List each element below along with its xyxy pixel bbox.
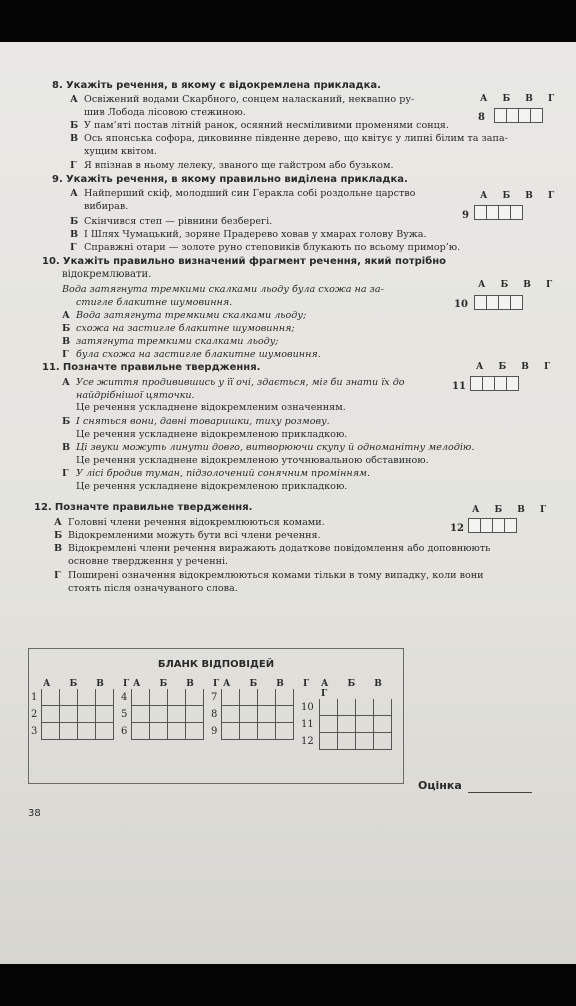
grade-field[interactable] — [468, 792, 532, 793]
option-a: А Найперший скіф, молодший син Геракла собі роздольне царство вибирав. — [70, 188, 416, 212]
option-d: Г Справжні отари — золоте руно степовиків блукають по всьому примор’ю. — [70, 242, 461, 253]
abvg-header: А Б В Г — [223, 679, 318, 689]
answer-box-12[interactable] — [468, 518, 517, 533]
option-note: Це речення ускладнене відокремленою уточнювальною обставиною. — [76, 454, 429, 466]
question-12 — [34, 502, 454, 515]
worksheet-page — [0, 42, 576, 964]
option-b: Б І сняться вони, давні товаришки, тиху розмову. Це речення ускладнене відокремленою прикладкою. — [62, 416, 348, 440]
abvg-header: А Б В Г — [480, 94, 561, 104]
answer-row: 4 — [121, 689, 227, 706]
grade-label: Оцінка — [418, 779, 462, 792]
option-d: Г Поширені означення відокремлюються комами тільки в тому випадку, коли вони стоять після означуваного слова. — [54, 570, 484, 594]
question-text: Укажіть речення, в якому є відокремлена прикладка. — [65, 80, 381, 91]
question-text: Укажіть правильно визначений фрагмент речення, який потрібно — [62, 256, 446, 267]
option-b: Б У пам’яті постав літній ранок, осяяний несміливими променями сонця. — [70, 120, 449, 131]
question-number: 11. — [42, 362, 60, 373]
option-b: Б Скінчився степ — рівнини безберегі. — [70, 216, 273, 227]
option-c: В Відокремлені члени речення виражають додаткове повідомлення або доповнюють основне твердження у реченні. — [54, 543, 491, 567]
answer-box-10[interactable] — [474, 295, 523, 310]
answer-row: 8 — [211, 706, 317, 723]
question-text: Позначте правильне твердження. — [54, 502, 253, 513]
answer-box-8[interactable] — [494, 108, 543, 123]
answer-box-number: 9 — [462, 210, 469, 221]
answer-row: 5 — [121, 706, 227, 723]
answer-box-number: 11 — [452, 381, 466, 392]
option-note: Це речення ускладнене відокремленою прикладкою. — [76, 480, 348, 492]
abvg-header: А Б В Г — [43, 679, 138, 689]
option-c: В затягнута тремкими скалками льоду; — [62, 336, 279, 347]
option-d: Г У лісі бродив туман, підзолочений сонячним промінням. Це речення ускладнене відокремленою прикладкою. — [62, 468, 371, 492]
abvg-header: А Б В Г — [133, 679, 228, 689]
question-number: 12. — [34, 502, 52, 513]
answer-box-number: 8 — [478, 112, 485, 123]
option-c: В Ось японська софора, диковинне південне дерево, що квітує у липні білим та запа- хущим квітом. — [70, 133, 508, 157]
option-b: Б Відокремленими можуть бути всі члени речення. — [54, 530, 321, 541]
answer-row: 3 — [31, 723, 137, 740]
answer-box-number: 12 — [450, 523, 464, 534]
answer-row: 6 — [121, 723, 227, 740]
answer-box-11[interactable] — [470, 376, 519, 391]
abvg-header: А Б В Г — [480, 191, 561, 201]
option-b: Б схожа на застигле блакитне шумовиння; — [62, 323, 295, 334]
answer-form-column — [301, 679, 403, 750]
question-11 — [42, 362, 462, 375]
question-10 — [42, 256, 462, 281]
abvg-header: А Б В Г — [476, 362, 557, 372]
answer-box-9[interactable] — [474, 205, 523, 220]
answer-row: 2 — [31, 706, 137, 723]
option-note: Це речення ускладнене відокремленою прикладкою. — [76, 428, 348, 440]
question-number: 9. — [52, 174, 63, 185]
answer-row: 1 — [31, 689, 137, 706]
question-text: Укажіть речення, в якому правильно виділена прикладка. — [65, 174, 408, 185]
answer-row: 12 — [301, 733, 403, 750]
option-d: Г була схожа на застигле блакитне шумовиння. — [62, 349, 321, 360]
question-number: 8. — [52, 80, 63, 91]
answer-row: 9 — [211, 723, 317, 740]
question-8 — [52, 80, 482, 93]
answer-box-number: 10 — [454, 299, 468, 310]
abvg-header: А Б В Г — [478, 280, 559, 290]
question-9 — [52, 174, 482, 187]
option-a: А Головні члени речення відокремлюються комами. — [54, 517, 325, 528]
answer-form — [28, 648, 404, 784]
question-text: Позначте правильне твердження. — [62, 362, 261, 373]
option-note: Це речення ускладнене відокремленим означенням. — [76, 402, 346, 413]
answer-form-title: БЛАНК ВІДПОВІДЕЙ — [157, 659, 275, 670]
page-number: 38 — [28, 808, 41, 819]
abvg-header: А Б В Г — [321, 679, 390, 699]
answer-row: 7 — [211, 689, 317, 706]
option-a: А Вода затягнута тремкими скалками льоду; — [62, 310, 307, 321]
question-number: 10. — [42, 256, 60, 267]
answer-row: 11 — [301, 716, 403, 733]
option-c: В І Шлях Чумацький, зоряне Прадерево ховав у хмарах голову Вужа. — [70, 229, 427, 240]
question-text-cont: відокремлювати. — [62, 268, 152, 280]
option-a: А Освіжений водами Скарбного, сонцем наласканий, неквапно ру- шив Лобода лісовою стежиною. — [70, 94, 415, 118]
option-d: Г Я впізнав в ньому лелеку, званого ще гайстром або бузьком. — [70, 160, 394, 171]
option-a: А Усе життя продивившись у її очі, здається, міг би знати їх до найдрібнішої цяточки. Це речення ускладнене відокремленим означенням. — [62, 377, 405, 413]
sentence: Вода затягнута тремкими скалками льоду була схожа на за- стигле блакитне шумовиння. — [62, 284, 384, 308]
abvg-header: А Б В Г — [472, 505, 553, 515]
answer-row: 10 — [301, 699, 403, 716]
option-c: В Ці звуки можуть линути довго, витворюючи скупу й одноманітну мелодію. Це речення ускладнене відокремленою уточнювальною обставиною. — [62, 442, 475, 466]
